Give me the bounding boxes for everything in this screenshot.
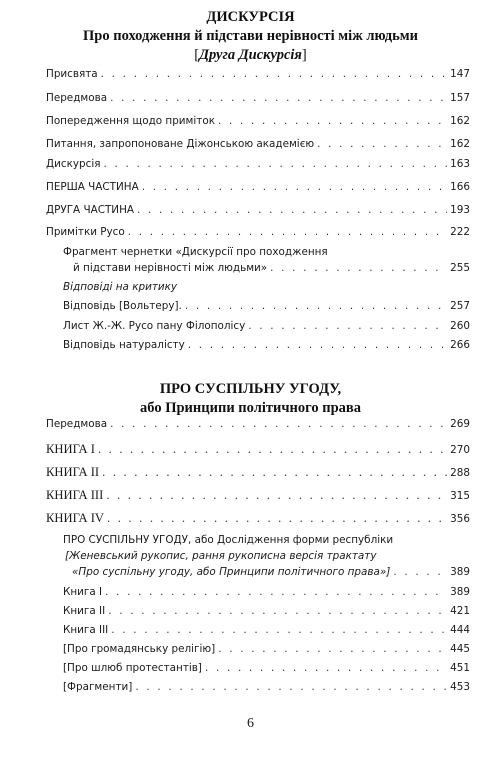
toc-entry[interactable]: КНИГА II . . . 288 (46, 464, 470, 482)
geneva-title-line-1[interactable]: ПРО СУСПІЛЬНУ УГОДУ, або Дослідження форми республіки (63, 534, 394, 546)
toc-entry[interactable]: ДРУГА ЧАСТИНА . . . 193 (46, 202, 470, 219)
toc-entry[interactable]: [Про шлюб протестантів] . . . 451 (63, 660, 470, 677)
page-ref: 421 (450, 605, 470, 617)
page-ref: 162 (450, 115, 470, 127)
toc-entry[interactable]: КНИГА III . . . 315 (46, 487, 470, 505)
toc-entry[interactable]: Попередження щодо приміток . . . 162 (46, 113, 470, 130)
page-ref: 162 (450, 138, 470, 150)
page-ref: 453 (450, 681, 470, 693)
fragment-title-line-1[interactable]: Фрагмент чернетки «Дискурсії про походження (63, 246, 328, 258)
section-heading-discourse (0, 8, 501, 65)
toc-entry[interactable]: Книга III . . . 444 (63, 622, 470, 639)
page-ref: 193 (450, 204, 470, 216)
page-ref: 356 (450, 513, 470, 525)
toc-entry-fragment[interactable]: й підстави нерівності між людьми» . . . 255 (73, 260, 470, 277)
page-ref: 270 (450, 444, 470, 456)
page-ref: 260 (450, 320, 470, 332)
toc-entry-geneva[interactable]: «Про суспільну угоду, або Принципи політичного права»] . . . 389 (72, 564, 470, 581)
section-title: ДИСКУРСІЯ (206, 9, 295, 25)
page-ref: 163 (450, 158, 470, 170)
page-ref: 445 (450, 643, 470, 655)
toc-entry[interactable]: Книга I . . . 389 (63, 584, 470, 601)
page-number: 6 (247, 716, 254, 731)
page-ref: 444 (450, 624, 470, 636)
section-subtitle: Про походження й підстави нерівності між людьми (83, 28, 418, 44)
page-ref: 266 (450, 339, 470, 351)
section-title: ПРО СУСПІЛЬНУ УГОДУ, (159, 381, 342, 397)
toc-entry[interactable]: Книга II . . . 421 (63, 603, 470, 620)
page-ref: 389 (450, 566, 470, 578)
toc-entry[interactable]: КНИГА IV . . . 356 (46, 510, 470, 528)
page-ref: 166 (450, 181, 470, 193)
toc-entry[interactable]: Відповідь натуралісту . . . 266 (63, 337, 470, 354)
section-heading-social-contract (0, 380, 501, 418)
section-subtitle: або Принципи політичного права (140, 400, 361, 416)
page-ref: 257 (450, 300, 470, 312)
toc-entry[interactable]: Передмова . . . 157 (46, 90, 470, 107)
page-ref: 222 (450, 226, 470, 238)
page-ref: 255 (450, 262, 470, 274)
toc-entry[interactable]: Присвята . . . 147 (46, 66, 470, 83)
toc-entry[interactable]: Передмова . . . 269 (46, 416, 470, 433)
geneva-title-line-2: [Женевський рукопис, рання рукописна версія трактату (65, 550, 377, 562)
page-ref: 451 (450, 662, 470, 674)
section-note: [Друга Дискурсія] (194, 47, 307, 63)
page-ref: 288 (450, 467, 470, 479)
page-ref: 147 (450, 68, 470, 80)
toc-entry[interactable]: Лист Ж.-Ж. Русо пану Філополісу . . . 260 (63, 318, 470, 335)
toc-entry[interactable]: Відповідь [Вольтеру]. . . . 257 (63, 298, 470, 315)
toc-entry[interactable]: ПЕРША ЧАСТИНА . . . 166 (46, 179, 470, 196)
toc-entry[interactable]: Дискурсія . . . 163 (46, 156, 470, 173)
toc-entry[interactable]: Питання, запропоноване Діжонською академією . . . 162 (46, 136, 470, 153)
page-ref: 269 (450, 418, 470, 430)
toc-entry[interactable]: Примітки Русо . . . 222 (46, 224, 470, 241)
toc-entry[interactable]: [Про громадянську релігію] . . . 445 (63, 641, 470, 658)
toc-entry[interactable]: КНИГА I . . . 270 (46, 441, 470, 459)
toc-entry[interactable]: [Фрагменти] . . . 453 (63, 679, 470, 696)
page-ref: 389 (450, 586, 470, 598)
page-ref: 315 (450, 490, 470, 502)
page-ref: 157 (450, 92, 470, 104)
replies-heading: Відповіді на критику (63, 281, 178, 293)
